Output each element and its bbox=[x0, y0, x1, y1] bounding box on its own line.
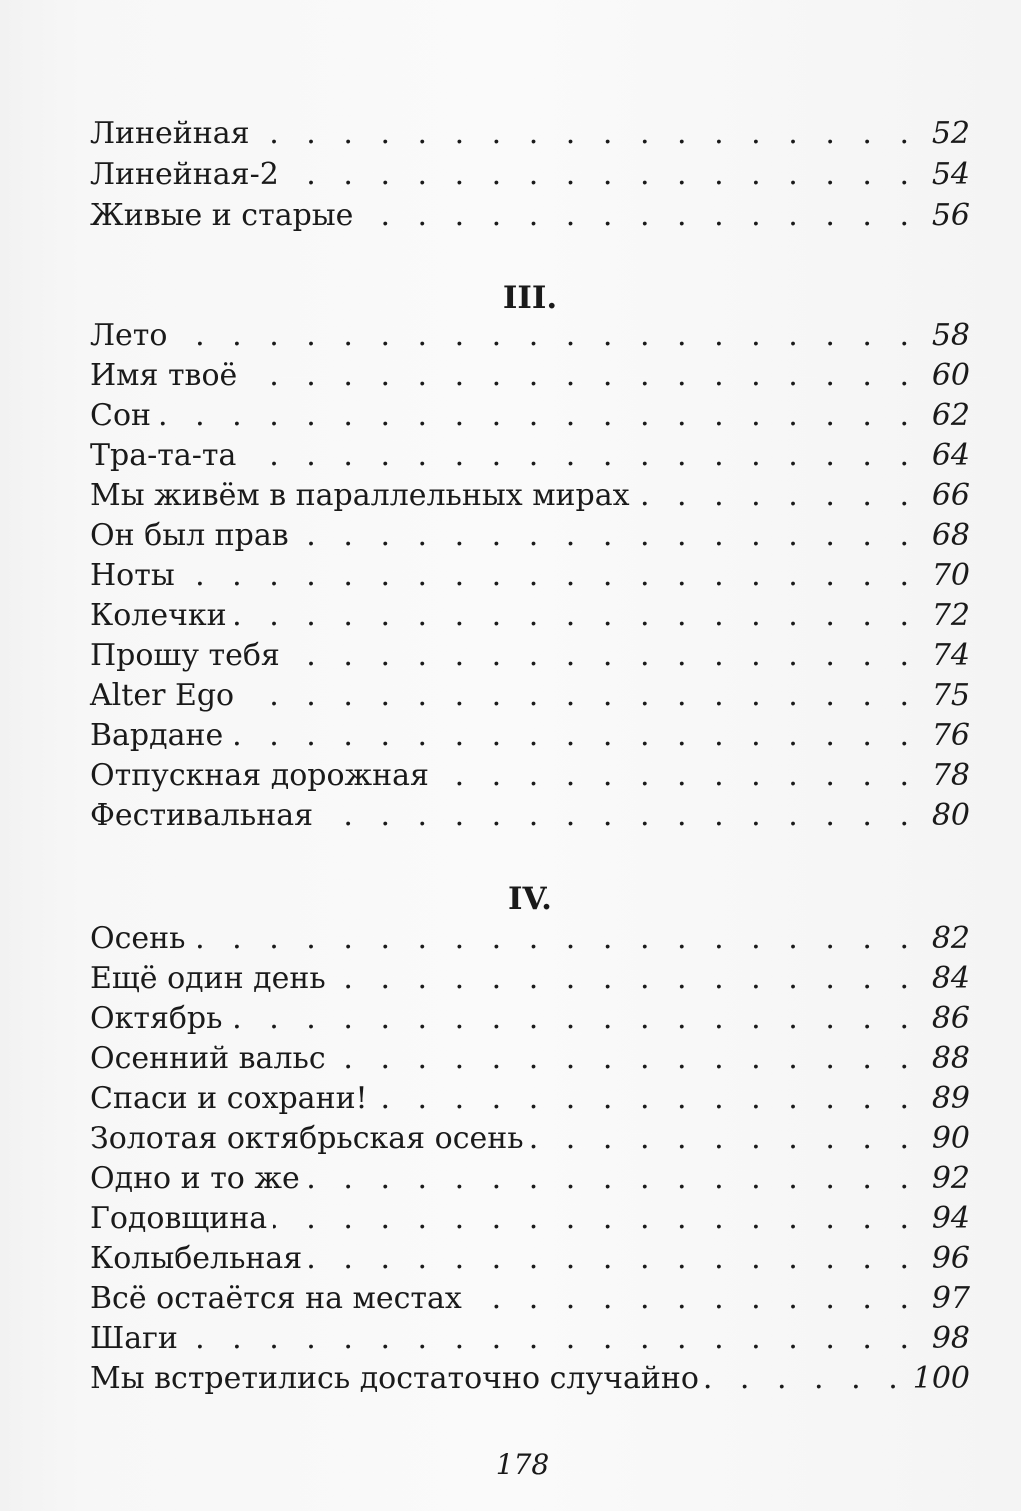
toc-entry-title: Колыбельная bbox=[90, 1241, 303, 1276]
toc-entry-page: 66 bbox=[931, 478, 970, 513]
toc-entry bbox=[90, 677, 970, 715]
toc-entry-title: Ещё один день bbox=[90, 961, 326, 996]
toc-entry-page: 98 bbox=[931, 1321, 970, 1356]
toc-entry-page: 72 bbox=[931, 598, 970, 633]
dot-leader bbox=[228, 1000, 918, 1038]
toc-entry-page: 80 bbox=[931, 798, 970, 833]
toc-entry-title: Колечки bbox=[90, 598, 227, 633]
dot-leader bbox=[530, 1120, 918, 1158]
toc-entry-page: 100 bbox=[912, 1361, 970, 1396]
toc-entry-title: Прошу тебя bbox=[90, 638, 280, 673]
toc-entry-title: Линейная-2 bbox=[90, 157, 279, 192]
toc-entry-title: Линейная bbox=[90, 116, 250, 151]
toc-entry-page: 76 bbox=[931, 718, 970, 753]
dot-leader bbox=[468, 1280, 918, 1318]
toc-entry bbox=[90, 757, 970, 795]
toc-entry-title: Фестивальная bbox=[90, 798, 314, 833]
dot-leader bbox=[319, 797, 918, 835]
section-heading: III. bbox=[502, 280, 558, 316]
toc-entry-page: 88 bbox=[931, 1041, 970, 1076]
toc-entry bbox=[90, 317, 970, 355]
dot-leader bbox=[242, 437, 918, 475]
page-number: 178 bbox=[495, 1448, 550, 1481]
toc-entry-title: Мы живём в параллельных мирах bbox=[90, 478, 630, 513]
toc-entry bbox=[90, 1000, 970, 1038]
toc-entry-page: 52 bbox=[931, 116, 970, 151]
toc-entry-page: 78 bbox=[931, 758, 970, 793]
toc-entry-title: Вардане bbox=[90, 718, 224, 753]
toc-entry-title: Золотая октябрьская осень bbox=[90, 1121, 524, 1156]
toc-entry-title: Ноты bbox=[90, 558, 175, 593]
dot-leader bbox=[705, 1360, 907, 1398]
toc-entry-page: 70 bbox=[931, 558, 970, 593]
toc-entry-page: 62 bbox=[931, 398, 970, 433]
toc-entry-page: 74 bbox=[931, 638, 970, 673]
dot-leader bbox=[240, 677, 918, 715]
toc-entry-page: 97 bbox=[931, 1281, 970, 1316]
dot-leader bbox=[233, 597, 918, 635]
dot-leader bbox=[273, 1200, 918, 1238]
toc-entry-title: Живые и старые bbox=[90, 198, 354, 233]
dot-leader bbox=[243, 357, 918, 395]
toc-entry bbox=[90, 1040, 970, 1078]
toc-entry bbox=[90, 1360, 970, 1398]
toc-entry-page: 82 bbox=[931, 921, 970, 956]
toc-entry-page: 92 bbox=[931, 1161, 970, 1196]
dot-leader bbox=[181, 557, 918, 595]
toc-entry-title: Лето bbox=[90, 318, 168, 353]
toc-entry-page: 75 bbox=[931, 678, 970, 713]
toc-entry-title: Годовщина bbox=[90, 1201, 268, 1236]
toc-entry bbox=[90, 717, 970, 755]
dot-leader bbox=[359, 197, 918, 235]
toc-entry-page: 64 bbox=[931, 438, 970, 473]
toc-entry-title: Отпускная дорожная bbox=[90, 758, 429, 793]
toc-entry-page: 94 bbox=[931, 1201, 970, 1236]
dot-leader bbox=[229, 717, 918, 755]
toc-entry-title: Спаси и сохрани! bbox=[90, 1081, 368, 1116]
dot-leader bbox=[184, 1320, 918, 1358]
toc-entry-page: 96 bbox=[931, 1241, 970, 1276]
toc-entry-page: 58 bbox=[931, 318, 970, 353]
dot-leader bbox=[191, 920, 918, 958]
toc-entry-title: Шаги bbox=[90, 1321, 178, 1356]
dot-leader bbox=[308, 1240, 918, 1278]
toc-entry-page: 89 bbox=[931, 1081, 970, 1116]
toc-entry bbox=[90, 1160, 970, 1198]
toc-entry-title: Октябрь bbox=[90, 1001, 223, 1036]
dot-leader bbox=[435, 757, 918, 795]
toc-entry-title: Тра-та-та bbox=[90, 438, 237, 473]
dot-leader bbox=[332, 1040, 918, 1078]
dot-leader bbox=[306, 1160, 918, 1198]
toc-entry-title: Одно и то же bbox=[90, 1161, 300, 1196]
dot-leader bbox=[286, 637, 918, 675]
toc-entry-page: 60 bbox=[931, 358, 970, 393]
toc-entry bbox=[90, 397, 970, 435]
toc-entry bbox=[90, 357, 970, 395]
toc-entry bbox=[90, 1200, 970, 1238]
toc-entry-title: Имя твоё bbox=[90, 358, 238, 393]
toc-entry bbox=[90, 1320, 970, 1358]
dot-leader bbox=[295, 517, 918, 555]
dot-leader bbox=[256, 115, 918, 153]
toc-entry bbox=[90, 437, 970, 475]
toc-entry-title: Мы встретились достаточно случайно bbox=[90, 1361, 699, 1396]
toc-entry bbox=[90, 960, 970, 998]
toc-entry-title: Осень bbox=[90, 921, 186, 956]
toc-entry bbox=[90, 156, 970, 194]
dot-leader bbox=[636, 477, 918, 515]
toc-entry bbox=[90, 115, 970, 153]
toc-entry-page: 68 bbox=[931, 518, 970, 553]
toc-entry bbox=[90, 557, 970, 595]
toc-entry-page: 54 bbox=[931, 157, 970, 192]
toc-entry bbox=[90, 197, 970, 235]
toc-entry-title: Он был прав bbox=[90, 518, 289, 553]
toc-entry bbox=[90, 1280, 970, 1318]
dot-leader bbox=[332, 960, 918, 998]
toc-entry bbox=[90, 1120, 970, 1158]
toc-entry bbox=[90, 477, 970, 515]
toc-entry-page: 86 bbox=[931, 1001, 970, 1036]
toc-entry bbox=[90, 1240, 970, 1278]
toc-entry bbox=[90, 517, 970, 555]
toc-entry-title: Осенний вальс bbox=[90, 1041, 326, 1076]
toc-entry bbox=[90, 797, 970, 835]
toc-entry-page: 56 bbox=[931, 198, 970, 233]
toc-entry bbox=[90, 1080, 970, 1118]
toc-entry-title: Alter Ego bbox=[90, 678, 235, 713]
dot-leader bbox=[157, 397, 918, 435]
toc-entry bbox=[90, 597, 970, 635]
dot-leader bbox=[173, 317, 918, 355]
dot-leader bbox=[285, 156, 918, 194]
section-heading: IV. bbox=[508, 881, 552, 917]
toc-entry-page: 84 bbox=[931, 961, 970, 996]
dot-leader bbox=[374, 1080, 918, 1118]
toc-entry bbox=[90, 920, 970, 958]
toc-entry-title: Всё остаётся на местах bbox=[90, 1281, 462, 1316]
toc-entry bbox=[90, 637, 970, 675]
toc-entry-page: 90 bbox=[931, 1121, 970, 1156]
toc-entry-title: Сон bbox=[90, 398, 152, 433]
